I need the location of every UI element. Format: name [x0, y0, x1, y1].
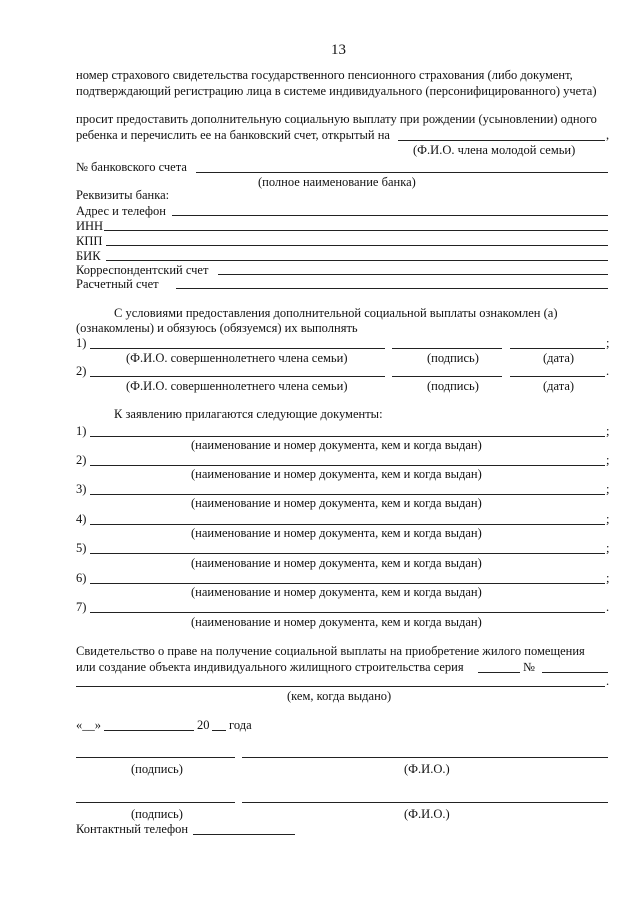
signature-2-field[interactable]: [76, 802, 235, 803]
member-2-date-field[interactable]: [510, 376, 605, 377]
bik-label: БИК: [76, 249, 101, 263]
doc-7-num: 7): [76, 600, 87, 614]
doc-5-field[interactable]: [90, 553, 605, 554]
certificate-line-1: Свидетельство о праве на получение социальной выплаты на приобретение жилого помещения: [76, 644, 585, 658]
settlement-account-label: Расчетный счет: [76, 277, 159, 291]
member-2-sign-field[interactable]: [392, 376, 502, 377]
intro-line-1: номер страхового свидетельства государственного пенсионного страхования (либо документ,: [76, 68, 573, 82]
doc-6-caption: (наименование и номер документа, кем и когда выдан): [191, 585, 482, 599]
date-suffix: года: [229, 718, 252, 732]
doc-2-caption: (наименование и номер документа, кем и когда выдан): [191, 467, 482, 481]
date-year-prefix: 20: [197, 718, 210, 732]
doc-2-end: ;: [606, 453, 610, 467]
certificate-line-2: или создание объекта индивидуального жилищного строительства серия: [76, 660, 464, 674]
doc-5-end: ;: [606, 541, 610, 555]
address-field[interactable]: [172, 215, 608, 216]
comma: ,: [606, 128, 610, 142]
doc-6-num: 6): [76, 571, 87, 585]
doc-1-caption: (наименование и номер документа, кем и когда выдан): [191, 438, 482, 452]
doc-1-end: ;: [606, 424, 610, 438]
member-2-end: .: [606, 364, 610, 378]
address-label: Адрес и телефон: [76, 204, 166, 218]
settlement-account-field[interactable]: [176, 288, 608, 289]
corr-account-label: Корреспондентский счет: [76, 263, 209, 277]
doc-1-field[interactable]: [90, 436, 605, 437]
doc-2-num: 2): [76, 453, 87, 467]
page-number: 13: [331, 42, 346, 58]
member-2-fio-field[interactable]: [90, 376, 385, 377]
doc-6-field[interactable]: [90, 583, 605, 584]
member-2-fio-caption: (Ф.И.О. совершеннолетнего члена семьи): [126, 379, 348, 393]
signature-2-fio-field[interactable]: [242, 802, 608, 803]
member-1-sign-caption: (подпись): [427, 351, 479, 365]
request-line-2: ребенка и перечислить ее на банковский счет, открытый на: [76, 128, 390, 142]
intro-line-2: подтверждающий регистрацию лица в системе индивидуального (персонифицированного) учета): [76, 84, 597, 98]
doc-5-num: 5): [76, 541, 87, 555]
date-year-field[interactable]: [212, 730, 226, 731]
conditions-line-2: (ознакомлены) и обязуюсь (обязуемся) их выполнять: [76, 321, 358, 335]
bik-field[interactable]: [106, 260, 608, 261]
corr-account-field[interactable]: [218, 274, 608, 275]
member-1-date-field[interactable]: [510, 348, 605, 349]
member-1-end: ;: [606, 336, 610, 350]
member-2-sign-caption: (подпись): [427, 379, 479, 393]
requisites-label: Реквизиты банка:: [76, 188, 170, 202]
inn-field[interactable]: [104, 230, 608, 231]
certificate-issuer-field[interactable]: [76, 686, 605, 687]
doc-7-caption: (наименование и номер документа, кем и когда выдан): [191, 615, 482, 629]
member-1-fio-caption: (Ф.И.О. совершеннолетнего члена семьи): [126, 351, 348, 365]
kpp-field[interactable]: [106, 245, 608, 246]
signature-2-caption: (подпись): [131, 807, 183, 821]
signature-1-field[interactable]: [76, 757, 235, 758]
request-line-1: просит предоставить дополнительную социальную выплату при рождении (усыновлении) одного: [76, 112, 597, 126]
doc-3-end: ;: [606, 482, 610, 496]
bank-name-caption: (полное наименование банка): [258, 175, 416, 189]
doc-3-num: 3): [76, 482, 87, 496]
member-1-sign-field[interactable]: [392, 348, 502, 349]
doc-7-end: .: [606, 600, 610, 614]
doc-7-field[interactable]: [90, 612, 605, 613]
signature-1-fio-caption: (Ф.И.О.): [404, 762, 450, 776]
certificate-series-field[interactable]: [478, 672, 520, 673]
member-1-fio-field[interactable]: [90, 348, 385, 349]
doc-3-field[interactable]: [90, 494, 605, 495]
signature-1-fio-field[interactable]: [242, 757, 608, 758]
doc-2-field[interactable]: [90, 465, 605, 466]
doc-3-caption: (наименование и номер документа, кем и когда выдан): [191, 496, 482, 510]
signature-1-caption: (подпись): [131, 762, 183, 776]
doc-4-end: ;: [606, 512, 610, 526]
account-number-field[interactable]: [196, 172, 608, 173]
certificate-end: .: [606, 674, 610, 688]
recipient-fio-caption: (Ф.И.О. члена молодой семьи): [413, 143, 576, 157]
doc-6-end: ;: [606, 571, 610, 585]
certificate-number-sign: №: [523, 660, 535, 674]
signature-2-fio-caption: (Ф.И.О.): [404, 807, 450, 821]
member-1-num: 1): [76, 336, 87, 350]
contact-label: Контактный телефон: [76, 822, 189, 836]
contact-phone-field[interactable]: [193, 834, 295, 835]
member-2-date-caption: (дата): [543, 379, 575, 393]
conditions-line-1: С условиями предоставления дополнительной социальной выплаты ознакомлен (а): [114, 306, 558, 320]
member-2-num: 2): [76, 364, 87, 378]
account-label: № банковского счета: [76, 160, 187, 174]
documents-heading: К заявлению прилагаются следующие документы:: [114, 407, 383, 421]
certificate-caption: (кем, когда выдано): [287, 689, 392, 703]
doc-4-field[interactable]: [90, 524, 605, 525]
kpp-label: КПП: [76, 234, 103, 248]
certificate-number-field[interactable]: [542, 672, 608, 673]
doc-4-num: 4): [76, 512, 87, 526]
date-month-field[interactable]: [104, 730, 194, 731]
date-day: «__»: [76, 718, 101, 732]
inn-label: ИНН: [76, 219, 104, 233]
member-1-date-caption: (дата): [543, 351, 575, 365]
doc-1-num: 1): [76, 424, 87, 438]
recipient-name-field[interactable]: [398, 140, 605, 141]
doc-5-caption: (наименование и номер документа, кем и когда выдан): [191, 556, 482, 570]
doc-4-caption: (наименование и номер документа, кем и когда выдан): [191, 526, 482, 540]
